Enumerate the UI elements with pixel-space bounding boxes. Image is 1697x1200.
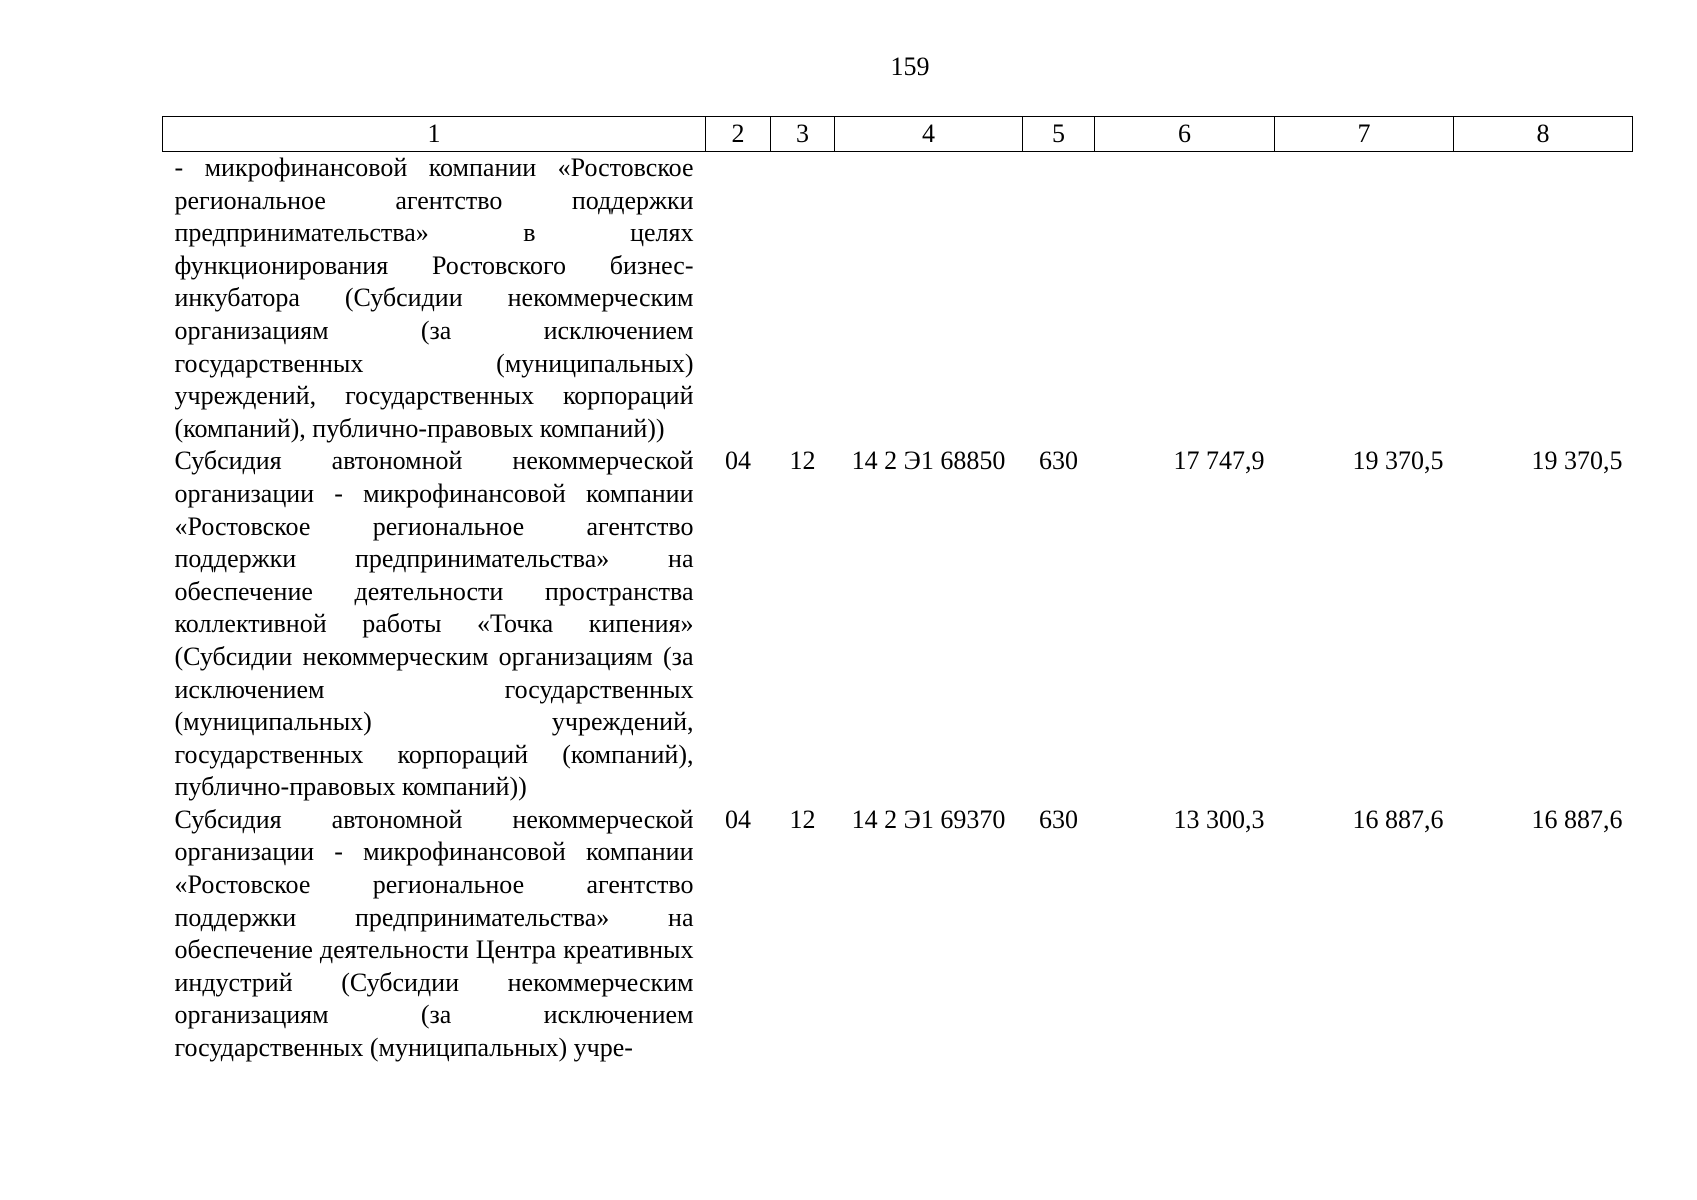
budget-table <box>162 116 1633 1065</box>
amount-col-8: 19 370,5 <box>1531 446 1623 476</box>
target-article-code: 14 2 Э1 68850 <box>851 446 1006 476</box>
amount-col-6 <box>1095 152 1275 446</box>
amount-col-6: 13 300,3 <box>1173 804 1265 834</box>
column-header: 1 <box>163 117 706 152</box>
row-description: - микрофинансовой компании «Ростовское региональное агентство поддержки предпринимательства» в целях функционирования Ростовского бизнес-инкубатора (Субсидии некоммерческим организациям (за исключением государственных (муниципальных) учреждений, государственных корпораций (компаний), публично-правовых компаний)) <box>174 153 694 443</box>
expense-type-code <box>1023 152 1095 446</box>
expense-type-code: 630 <box>1039 804 1078 834</box>
column-header: 3 <box>771 117 835 152</box>
amount-col-8: 16 887,6 <box>1531 804 1623 834</box>
column-header: 7 <box>1275 117 1454 152</box>
table-row <box>163 804 1633 1065</box>
amount-col-7 <box>1275 152 1454 446</box>
target-article-code <box>835 152 1023 446</box>
amount-col-7: 19 370,5 <box>1352 446 1444 476</box>
subsection-code: 12 <box>789 804 816 834</box>
expense-type-code: 630 <box>1039 446 1078 476</box>
amount-col-6: 17 747,9 <box>1173 446 1265 476</box>
section-code <box>706 152 771 446</box>
row-description: Субсидия автономной некоммерческой организации - микрофинансовой компании «Ростовское региональное агентство поддержки предпринимательства» на обеспечение деятельности Центра креативных индустрий (Субсидии некоммерческим организациям (за исключением государственных (муниципальных) учре- <box>174 804 694 1063</box>
column-header: 6 <box>1095 117 1275 152</box>
subsection-code: 12 <box>789 446 816 476</box>
section-code: 04 <box>725 446 751 476</box>
amount-col-7: 16 887,6 <box>1352 804 1444 834</box>
column-number-row <box>163 117 1633 152</box>
column-header: 2 <box>706 117 771 152</box>
table-row <box>163 445 1633 804</box>
target-article-code: 14 2 Э1 69370 <box>851 804 1006 834</box>
row-description: Субсидия автономной некоммерческой организации - микрофинансовой компании «Ростовское региональное агентство поддержки предпринимательства» на обеспечение деятельности пространства коллективной работы «Точка кипения» (Субсидии некоммерческим организациям (за исключением государственных (муниципальных) учреждений, государственных корпораций (компаний), публично-правовых компаний)) <box>174 446 694 802</box>
page-number: 159 <box>890 52 930 81</box>
section-code: 04 <box>725 804 751 834</box>
subsection-code <box>771 152 835 446</box>
table-row <box>163 152 1633 446</box>
column-header: 8 <box>1454 117 1633 152</box>
column-header: 5 <box>1023 117 1095 152</box>
amount-col-8 <box>1454 152 1633 446</box>
column-header: 4 <box>835 117 1023 152</box>
